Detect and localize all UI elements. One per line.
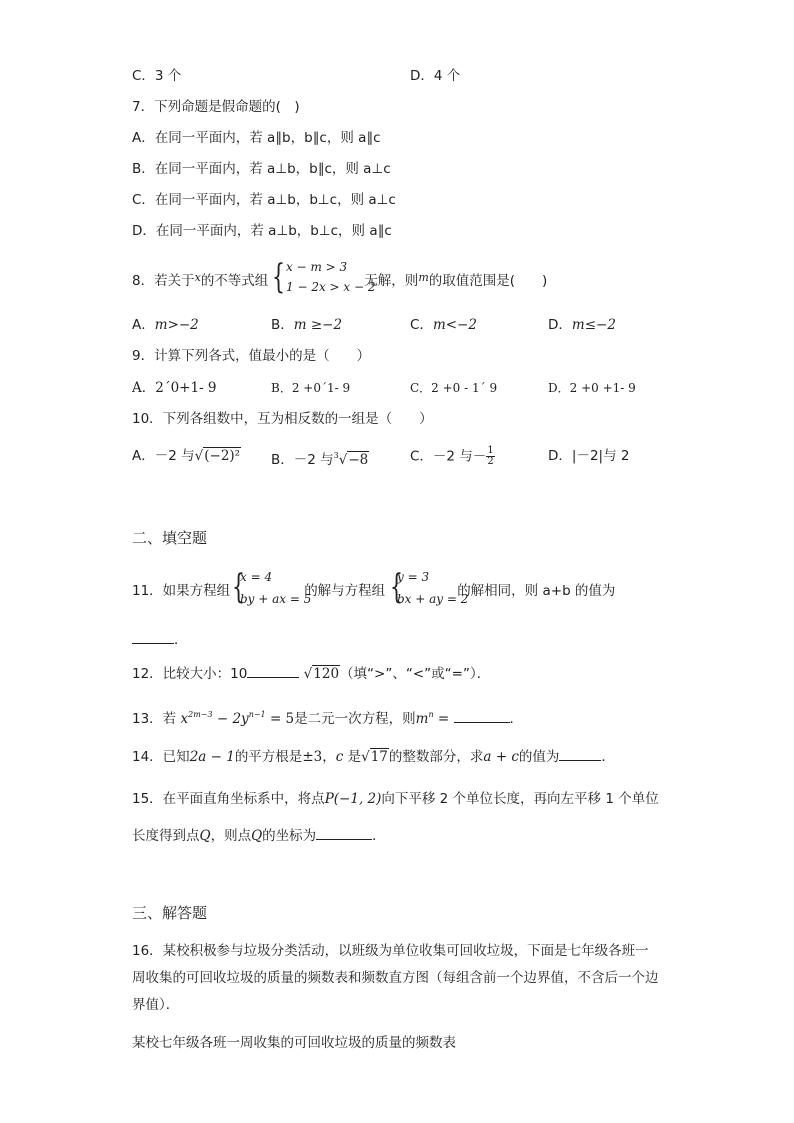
q16-stem: 16．某校积极参与垃圾分类活动，以班级为单位收集可回收垃圾，下面是七年级各班一周收集的可回收垃圾的质量的频数表和频数直方图（每组含前一个边界值，不含后一个边界值）． (132, 943, 659, 1013)
q15-line-2: 长度得到点Q，则点Q的坐标为 ． (132, 828, 386, 844)
q10-stem: 10．下列各组数中，互为相反数的一组是（ ） (132, 411, 433, 427)
q8-option-d: D．m≤−2 (548, 317, 616, 333)
q7-option-d: D．在同一平面内，若 a⊥b，b⊥c，则 a∥c (132, 223, 392, 239)
q8-inequality-2: 1 − 2x > x − 2 (286, 280, 376, 294)
q8-inequality-1: x − m > 3 (286, 260, 348, 274)
q9-option-b: B．2 +0´1- 9 (271, 381, 351, 395)
q13-answer-blank[interactable] (454, 709, 510, 723)
q7-option-b: B．在同一平面内，若 a⊥b，b∥c，则 a⊥c (132, 161, 391, 177)
q10-option-d: D．|－2|与 2 (548, 448, 630, 464)
q8-option-c: C．m<−2 (410, 317, 477, 333)
q10-option-b: B．－2 与$^3$√−8 (271, 451, 369, 468)
q14-stem: 14．已知2a − 1的平方根是±3，c 是√17的整数部分，求a + c的值为 ． (132, 749, 615, 765)
q12-stem: 12．比较大小：10 √120（填“>”、“<”或“=”）． (132, 666, 491, 682)
q16-table-title: 某校七年级各班一周收集的可回收垃圾的质量的频数表 (132, 1035, 456, 1051)
q7-option-c: C．在同一平面内，若 a⊥b，b⊥c，则 a⊥c (132, 192, 396, 208)
q14-answer-blank[interactable] (559, 747, 601, 761)
q15-line-1: 15．在平面直角坐标系中，将点P(−1, 2)向下平移 2 个单位长度，再向左平移 1 个单位 (132, 791, 659, 807)
q8-system-brace: { (272, 257, 285, 297)
q11-system2-eq2: bx + ay = 2 (397, 592, 469, 606)
q9-stem: 9．计算下列各式，值最小的是（ ） (132, 348, 371, 364)
q7-option-a: A．在同一平面内，若 a∥b，b∥c，则 a∥c (132, 130, 381, 146)
q9-option-d: D．2 +0 +1- 9 (548, 381, 636, 395)
q11-system1-eq2: by + ax = 5 (240, 592, 312, 606)
q10-option-a: A．－2 与√(−2)² (132, 448, 241, 464)
q11-answer-blank[interactable] (132, 630, 174, 644)
q11-system2-eq1: y = 3 (397, 570, 430, 584)
q11-stem: 11．如果方程组 的解与方程组 的解相同，则 a+b 的值为 (132, 583, 616, 599)
q11-answer-line: ． (132, 630, 188, 650)
section-fill-in-title: 二、填空题 (132, 529, 208, 547)
q9-option-a: A．2´0+1- 9 (132, 380, 217, 396)
q8-option-a: A．m>−2 (132, 317, 199, 333)
q8-option-b: B．m ≥−2 (271, 317, 343, 333)
q6-option-d: D．4 个 (410, 68, 461, 84)
q12-answer-blank[interactable] (247, 664, 299, 678)
q10-option-c: C．－2 与－ $\frac{1}{2}$ (410, 445, 494, 467)
q15-answer-blank[interactable] (316, 826, 372, 840)
q11-system1-brace: { (232, 567, 245, 607)
q13-stem: 13．若 $x^{2m-3} - 2y^{n-1} = 5$是二元一次方程，则$m^n$ = ． (132, 710, 524, 727)
section-solve-title: 三、解答题 (132, 904, 208, 922)
q8-stem: 8．若关于$^x$的不等式组 无解，则$^m$的取值范围是( ) (132, 271, 548, 289)
q6-option-c: C．3 个 (132, 68, 182, 84)
q7-stem: 7．下列命题是假命题的( ) (132, 99, 300, 115)
q9-option-c: C．2 +0 - 1´ 9 (410, 381, 498, 395)
q11-system2-brace: { (390, 567, 403, 607)
q11-system1-eq1: x = 4 (240, 570, 273, 584)
